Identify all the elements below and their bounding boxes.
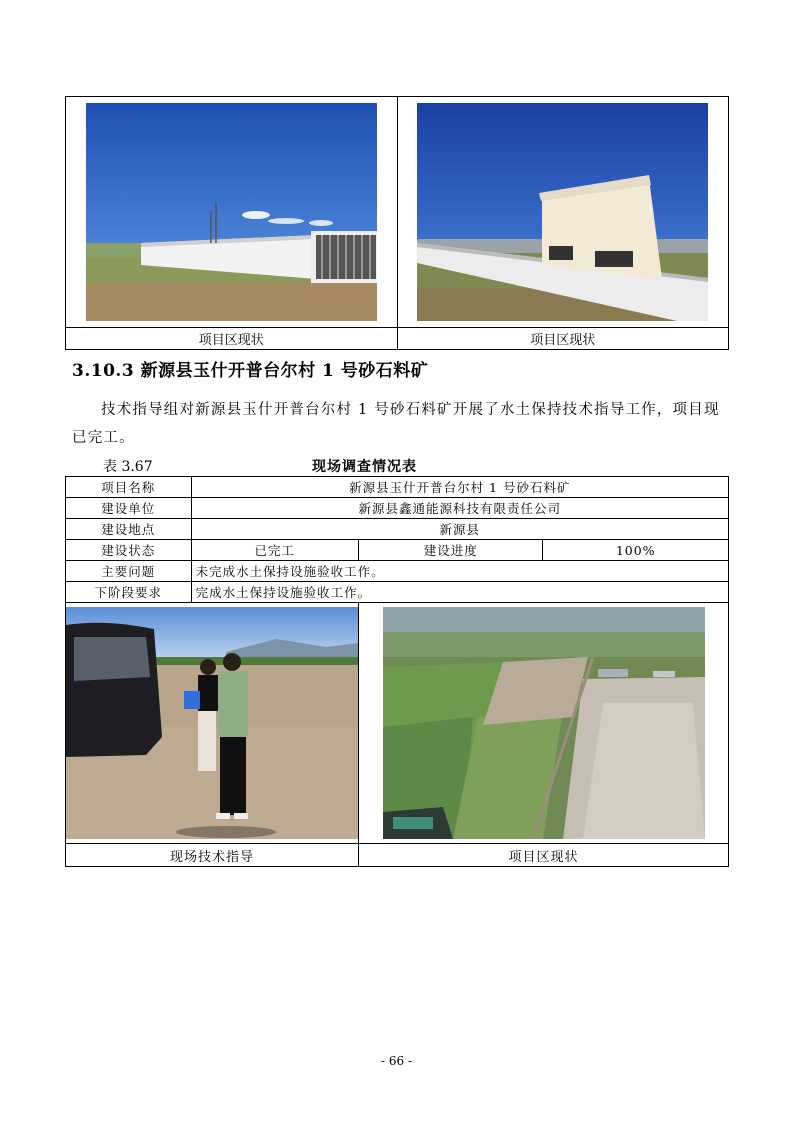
unit-label: 建设单位: [66, 498, 192, 519]
progress-label: 建设进度: [359, 540, 543, 561]
wall-gate-photo: [86, 103, 377, 321]
survey-photo-caption-1: 现场技术指导: [66, 844, 359, 867]
top-photo-caption-2: 项目区现状: [397, 328, 729, 350]
white-building-photo: [417, 103, 708, 321]
table-row: [66, 844, 729, 867]
progress-value: 100%: [543, 540, 729, 561]
top-photo-cell-2: [397, 97, 729, 328]
location-value: 新源县: [191, 519, 728, 540]
page-number: - 66 -: [380, 1054, 412, 1068]
aerial-site-photo: [383, 607, 705, 839]
section-heading: 3.10.3 新源县玉什开普台尔村 1 号砂石料矿: [72, 361, 429, 381]
location-label: 建设地点: [66, 519, 192, 540]
next-stage-value: 完成水土保持设施验收工作。: [191, 582, 728, 603]
project-name-value: 新源县玉什开普台尔村 1 号砂石料矿: [191, 477, 728, 498]
field-guidance-photo: [66, 607, 358, 839]
next-stage-label: 下阶段要求: [66, 582, 192, 603]
status-value: 已完工: [191, 540, 358, 561]
issues-value: 未完成水土保持设施验收工作。: [191, 561, 728, 582]
table-row: [66, 498, 729, 519]
issues-label: 主要问题: [66, 561, 192, 582]
table-row: [66, 603, 729, 844]
unit-value: 新源县鑫通能源科技有限责任公司: [191, 498, 728, 519]
status-label: 建设状态: [66, 540, 192, 561]
project-name-label: 项目名称: [66, 477, 192, 498]
table-number: 表 3.67: [103, 459, 153, 475]
table-row: [66, 540, 729, 561]
survey-photo-cell-2: [359, 603, 729, 844]
table-row: [66, 582, 729, 603]
top-photo-cell-1: [66, 97, 398, 328]
table-title: 现场调查情况表: [312, 459, 417, 475]
survey-table: [65, 476, 729, 867]
top-photo-table: [65, 96, 729, 350]
table-row: [66, 519, 729, 540]
body-paragraph: 技术指导组对新源县玉什开普台尔村 1 号砂石料矿开展了水土保持技术指导工作，项目现已完工。: [72, 402, 720, 446]
survey-photo-cell-1: [66, 603, 359, 844]
top-photo-caption-1: 项目区现状: [66, 328, 398, 350]
survey-photo-caption-2: 项目区现状: [359, 844, 729, 867]
table-row: [66, 561, 729, 582]
table-row: [66, 477, 729, 498]
